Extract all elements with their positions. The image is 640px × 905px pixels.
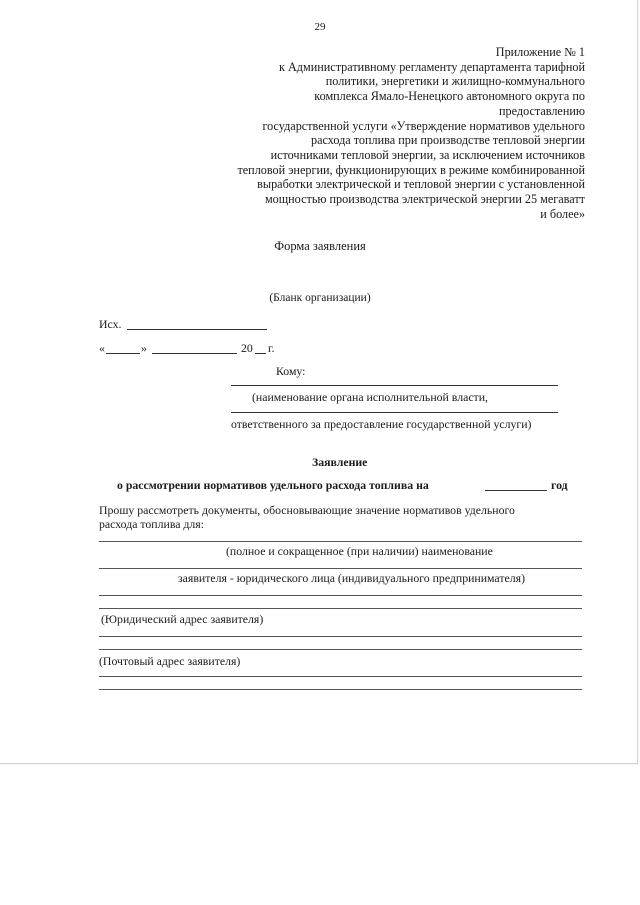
appendix-line: Приложение № 1 xyxy=(495,45,585,59)
page-number: 29 xyxy=(314,21,326,33)
date-close-quote: » xyxy=(141,341,147,355)
recipient-hint-line1: (наименование органа исполнительной власти, xyxy=(252,390,488,404)
request-text-line2: расхода топлива для: xyxy=(99,517,205,531)
recipient-field-1[interactable] xyxy=(231,385,558,386)
appendix-line: к Административному регламенту департамента тарифной xyxy=(279,59,585,74)
date-day-field[interactable] xyxy=(106,353,140,354)
form-title: Форма заявления xyxy=(274,239,366,253)
statement-year-suffix: год xyxy=(551,478,568,492)
applicant-name-hint-line1: (полное и сокращенное (при наличии) наименование xyxy=(226,544,493,558)
appendix-line: комплекса Ямало-Ненецкого автономного округа по xyxy=(314,89,585,104)
appendix-line: мощностью производства электрической энергии 25 мегаватт xyxy=(264,192,585,207)
legal-address-hint: (Юридический адрес заявителя) xyxy=(101,612,264,626)
applicant-name-field-1[interactable] xyxy=(99,541,582,542)
applicant-name-hint-line2: заявителя - юридического лица (индивидуального предпринимателя) xyxy=(178,571,525,585)
appendix-line: расхода топлива при производстве тепловой энергии xyxy=(310,133,585,148)
outgoing-number-field[interactable] xyxy=(127,329,267,330)
postal-address-field-2[interactable] xyxy=(99,649,582,650)
statement-year-field[interactable] xyxy=(485,490,547,491)
request-text-line1: Прошу рассмотреть документы, обосновывающие значение нормативов удельного xyxy=(99,503,515,517)
statement-subject: о рассмотрении нормативов удельного расхода топлива на xyxy=(117,478,429,492)
appendix-line: выработки электрической и тепловой энергии с установленной xyxy=(257,177,585,192)
date-year-prefix: 20 xyxy=(241,341,253,355)
date-year-field[interactable] xyxy=(255,353,266,354)
postal-address-hint: (Почтовый адрес заявителя) xyxy=(99,654,241,668)
organization-letterhead-label: (Бланк организации) xyxy=(269,292,371,304)
outgoing-number-label: Исх. xyxy=(99,317,122,331)
date-month-field[interactable] xyxy=(152,353,237,354)
appendix-line: политики, энергетики и жилищно-коммунального xyxy=(325,74,585,89)
additional-field-1[interactable] xyxy=(99,676,582,677)
recipient-field-2[interactable] xyxy=(231,412,558,413)
appendix-header xyxy=(237,45,585,221)
postal-address-field-1[interactable] xyxy=(99,636,582,637)
appendix-line: предоставлению xyxy=(499,103,585,118)
date-year-suffix: г. xyxy=(268,341,275,355)
appendix-line: источниками тепловой энергии, за исключением источников xyxy=(270,147,585,162)
applicant-name-field-2[interactable] xyxy=(99,568,582,569)
recipient-hint-line2: ответственного за предоставление государственной услуги) xyxy=(231,417,532,431)
extra-field-1[interactable] xyxy=(99,595,582,596)
appendix-line: тепловой энергии, функционирующих в режиме комбинированной xyxy=(237,162,585,177)
appendix-line: и более» xyxy=(540,206,585,221)
legal-address-field[interactable] xyxy=(99,608,582,609)
additional-field-2[interactable] xyxy=(99,689,582,690)
recipient-label: Кому: xyxy=(276,364,306,378)
appendix-line: государственной услуги «Утверждение нормативов удельного xyxy=(262,118,585,133)
statement-heading: Заявление xyxy=(312,455,368,469)
date-open-quote: « xyxy=(99,341,105,355)
